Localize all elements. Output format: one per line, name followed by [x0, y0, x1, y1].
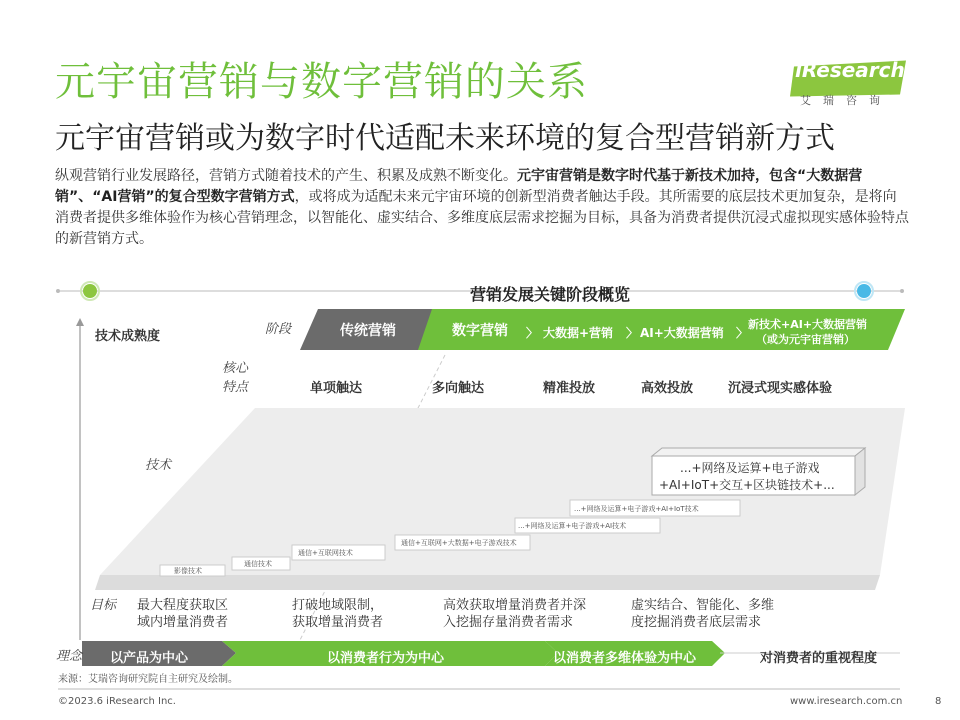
- stage-ai: AI+大数据营销: [640, 326, 724, 340]
- copyright: ©2023.6 iResearch Inc.: [58, 696, 176, 707]
- intro-part1: 纵观营销行业发展路径，营销方式随着技术的产生、积累及成熟不断变化。: [55, 168, 517, 184]
- intro-part3: ，或将成为适配未来元宇宙环境的创新型消费者触达手段。其所需要的底层技术更加复杂，是将向消费者提供多维体验作为核心营销理念，以智能化、虚实结合、多维度底层需求挖掘为目标，具备为消费者提供沉浸式虚拟现实感体验特点的新营销方式。: [55, 189, 909, 247]
- page-title: 元宇宙营销与数字营销的关系: [55, 59, 588, 105]
- logo-text: iResearch: [795, 58, 905, 82]
- stage-label: 阶段: [265, 322, 292, 337]
- core-feature-1: 单项触达: [310, 381, 363, 396]
- goal-4-line1: 虚实结合、智能化、多维: [631, 598, 775, 613]
- tech-step-4-text: 通信+互联网+大数据+电子游戏技术: [401, 539, 517, 547]
- source-note: 来源：艾瑞咨询研究院自主研究及绘制。: [58, 674, 238, 685]
- logo-subtext: 艾瑞咨询: [800, 94, 892, 107]
- tech-step-6-text: ...+网络及运算+电子游戏+AI+IoT技术: [574, 505, 699, 513]
- tech-step-2-text: 通信技术: [244, 560, 272, 568]
- tech-step-5-text: ...+网络及运算+电子游戏+AI技术: [518, 522, 627, 530]
- core-label-line1: 核心: [222, 361, 249, 376]
- stage-traditional: 传统营销: [340, 323, 396, 339]
- goal-label: 目标: [90, 598, 117, 613]
- tech-plane-edge: [95, 575, 880, 590]
- stage-bigdata-chevron: 〉: [526, 326, 539, 340]
- goal-4: [631, 597, 774, 631]
- concept-3: 以消费者多维体验为中心: [553, 651, 697, 666]
- y-axis-label: 技术成熟度: [95, 329, 161, 344]
- website-link[interactable]: www.iresearch.com.cn: [790, 696, 903, 707]
- tech-step-1-text: 影像技术: [174, 567, 202, 575]
- goal-2-line2: 获取增量消费者: [292, 615, 384, 630]
- divider-end-left: [56, 289, 60, 293]
- core-label-line2: 特点: [222, 380, 249, 395]
- stage-metaverse-line1: 新技术+AI+大数据营销: [748, 318, 868, 331]
- right-dot-icon: [857, 284, 871, 298]
- goal-1-line2: 域内增量消费者: [137, 615, 229, 630]
- concept-2: 以消费者行为为中心: [327, 651, 445, 666]
- concept-1: 以产品为中心: [110, 651, 189, 666]
- intro-bold: 元宇宙营销是数字时代基于新技术加持，包含“大数据营销”、“AI营销”的复合型数字营销方式: [55, 168, 863, 205]
- stage-metaverse-chevron: 〉: [736, 326, 749, 340]
- tech-step-3-text: 通信+互联网技术: [298, 549, 353, 557]
- goal-3-line1: 高效获取增量消费者并深: [443, 598, 587, 613]
- tech-top-text-line2: +AI+IoT+交互+区块链技术+...: [659, 478, 835, 492]
- tech-label: 技术: [145, 458, 172, 473]
- goal-1: [137, 597, 228, 631]
- goal-3-line2: 入挖掘存量消费者需求: [443, 615, 574, 630]
- goal-4-line2: 度挖掘消费者底层需求: [631, 615, 762, 630]
- core-feature-3: 精准投放: [543, 381, 596, 396]
- page-number: 8: [935, 696, 942, 707]
- core-feature-4: 高效投放: [641, 381, 694, 396]
- goal-2-line1: 打破地域限制，: [292, 598, 384, 613]
- tech-step-top-side: [855, 448, 865, 495]
- stage-ai-chevron: 〉: [626, 326, 639, 340]
- concept-4: 对消费者的重视程度: [760, 651, 878, 666]
- page-subtitle: 元宇宙营销或为数字时代适配未来环境的复合型营销新方式: [55, 121, 835, 156]
- stage-bigdata: 大数据+营销: [543, 326, 614, 340]
- tech-top-text-line1: ...+网络及运算+电子游戏: [680, 461, 820, 475]
- stage-metaverse-line2: （或为元宇宙营销）: [756, 333, 855, 346]
- goal-2: [292, 597, 383, 631]
- core-feature-2: 多向触达: [432, 381, 485, 396]
- goal-1-line1: 最大程度获取区: [137, 598, 229, 613]
- left-dot-icon: [83, 284, 97, 298]
- core-feature-5: 沉浸式现实感体验: [728, 381, 833, 396]
- tech-step-top-bevel: [652, 448, 865, 456]
- stage-digital: 数字营销: [452, 323, 508, 339]
- divider-end-right: [900, 289, 904, 293]
- goal-3: [443, 597, 586, 631]
- concept-label: 理念: [56, 649, 83, 664]
- y-axis-arrow-icon: [76, 318, 84, 326]
- diagram-title: 营销发展关键阶段概览: [470, 285, 631, 304]
